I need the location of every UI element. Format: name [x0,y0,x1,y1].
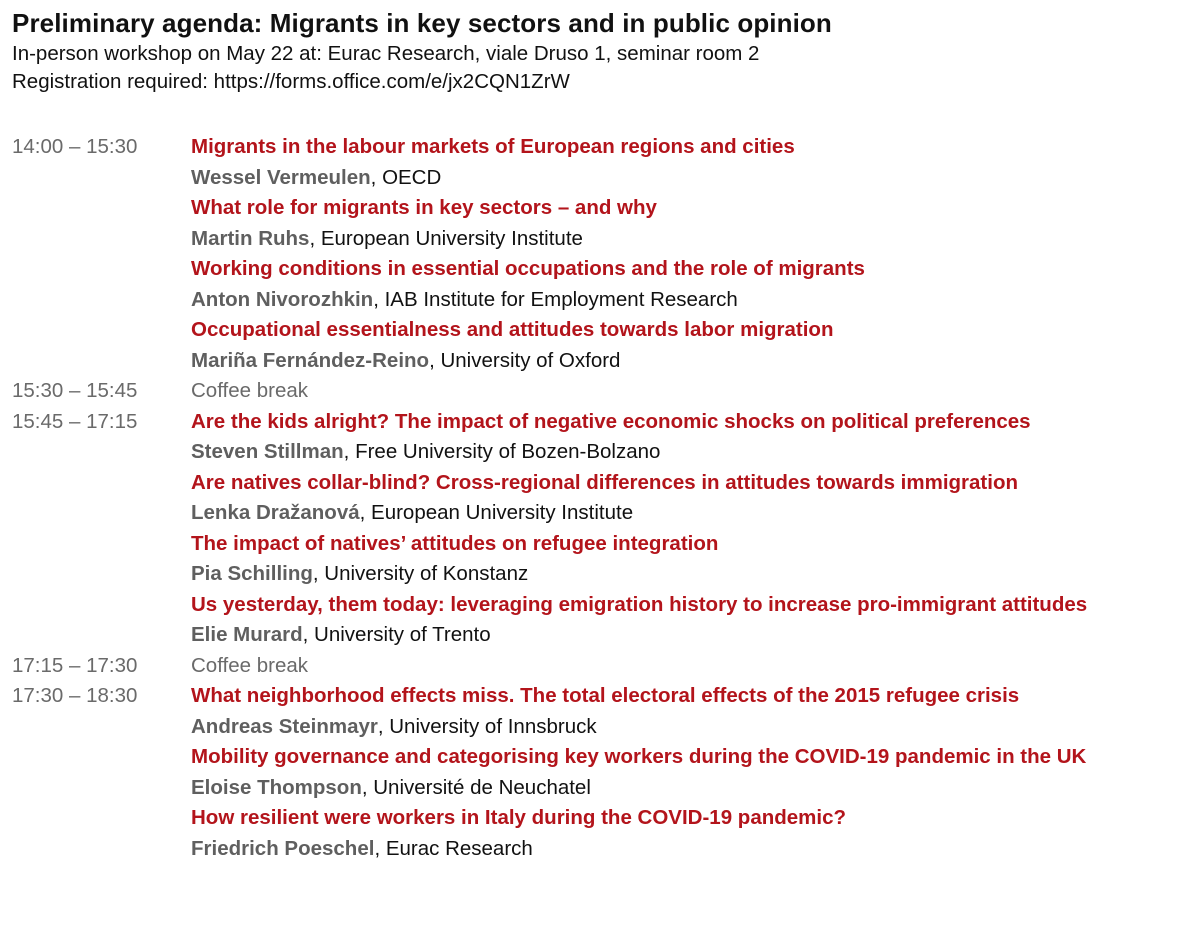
speaker [191,285,1200,316]
speaker-name: Anton Nivorozhkin [191,287,374,311]
talk-title: Occupational essentialness and attitudes towards labor migration [191,318,834,341]
coffee-break-label: Coffee break [191,653,309,677]
speaker [191,834,1200,865]
talk-title: What role for migrants in key sectors – and why [191,196,657,219]
speaker-affiliation: , University of Innsbruck [377,714,597,738]
speaker-name: Andreas Steinmayr [191,714,378,738]
speaker-affiliation: , University of Konstanz [312,562,529,585]
speaker-name: Elie Murard [191,623,303,646]
session-3-talk-3-title-row [12,803,1200,834]
session-2-talk-4-title-row [12,590,1200,621]
talk-title: What neighborhood effects miss. The total electoral effects of the 2015 refugee crisis [191,684,1020,707]
speaker-name: Wessel Vermeulen [191,165,371,189]
session-2-talk-3-speaker-row [12,559,1200,590]
speaker-affiliation: , Université de Neuchatel [361,775,591,799]
coffee-break-2-row [12,651,1200,682]
session-2-talk-1-speaker-row [12,437,1200,468]
break-2-time: 17:15 – 17:30 [12,653,138,677]
speaker-affiliation: , University of Oxford [429,348,621,372]
talk-title: Are the kids alright? The impact of negative economic shocks on political preferences [191,409,1031,433]
session-3-talk-2-speaker-row [12,773,1200,804]
coffee-break-1-row [12,376,1200,407]
session-3-talk-2-title-row [12,742,1200,773]
speaker [191,620,1200,651]
registration-info: Registration required: https://forms.office.com/e/jx2CQN1ZrW [12,70,570,93]
session-3-talk-3-speaker-row [12,834,1200,865]
speaker-affiliation: , Free University of Bozen-Bolzano [343,440,661,463]
session-1-talk-4-title-row [12,315,1200,346]
speaker-affiliation: , European University Institute [309,226,583,250]
session-1-time: 14:00 – 15:30 [12,135,138,158]
talk-title: How resilient were workers in Italy during the COVID-19 pandemic? [191,806,847,829]
session-3-time: 17:30 – 18:30 [12,684,138,707]
talk-title: Working conditions in essential occupations and the role of migrants [191,257,865,280]
session-1-talk-1-title-row [12,132,1200,163]
coffee-break-label: Coffee break [191,379,309,402]
break-1-time: 15:30 – 15:45 [12,379,138,402]
speaker-name: Friedrich Poeschel [191,836,375,860]
speaker-affiliation: , Eurac Research [374,836,533,860]
speaker [191,498,1200,529]
speaker-affiliation: , IAB Institute for Employment Research [373,287,738,311]
speaker [191,163,1200,194]
session-1-talk-4-speaker-row [12,346,1200,377]
speaker [191,773,1200,804]
talk-title: Us yesterday, them today: leveraging emigration history to increase pro-immigrant attitudes [191,592,1088,616]
speaker-name: Lenka Dražanová [191,501,360,524]
speaker-name: Pia Schilling [191,562,313,585]
talk-title: The impact of natives’ attitudes on refugee integration [191,531,719,555]
speaker [191,346,1200,377]
speaker-affiliation: , European University Institute [359,501,634,524]
talk-title: Migrants in the labour markets of European regions and cities [191,135,795,158]
session-2-talk-1-title-row [12,407,1200,438]
speaker-name: Eloise Thompson [191,775,362,799]
session-1-talk-2-speaker-row [12,224,1200,255]
schedule [12,132,1200,864]
session-1-talk-3-speaker-row [12,285,1200,316]
workshop-location: In-person workshop on May 22 at: Eurac Research, viale Druso 1, seminar room 2 [12,42,760,65]
speaker [191,437,1200,468]
session-2-talk-3-title-row [12,529,1200,560]
session-1-talk-2-title-row [12,193,1200,224]
session-2-talk-2-speaker-row [12,498,1200,529]
session-1-talk-3-title-row [12,254,1200,285]
session-2-talk-4-speaker-row [12,620,1200,651]
agenda-title: Preliminary agenda: Migrants in key sectors and in public opinion [12,8,832,38]
speaker-name: Mariña Fernández-Reino [191,348,430,372]
speaker [191,224,1200,255]
session-3-talk-1-speaker-row [12,712,1200,743]
speaker [191,712,1200,743]
speaker [191,559,1200,590]
talk-title: Are natives collar-blind? Cross-regional differences in attitudes towards immigration [191,470,1018,494]
session-2-talk-2-title-row [12,468,1200,499]
speaker-affiliation: , OECD [370,165,442,189]
talk-title: Mobility governance and categorising key workers during the COVID-19 pandemic in the UK [191,745,1087,768]
speaker-affiliation: , University of Trento [302,623,491,646]
speaker-name: Martin Ruhs [191,226,310,250]
session-3-talk-1-title-row [12,681,1200,712]
session-2-time: 15:45 – 17:15 [12,409,138,433]
session-1-talk-1-speaker-row [12,163,1200,194]
speaker-name: Steven Stillman [191,440,344,463]
